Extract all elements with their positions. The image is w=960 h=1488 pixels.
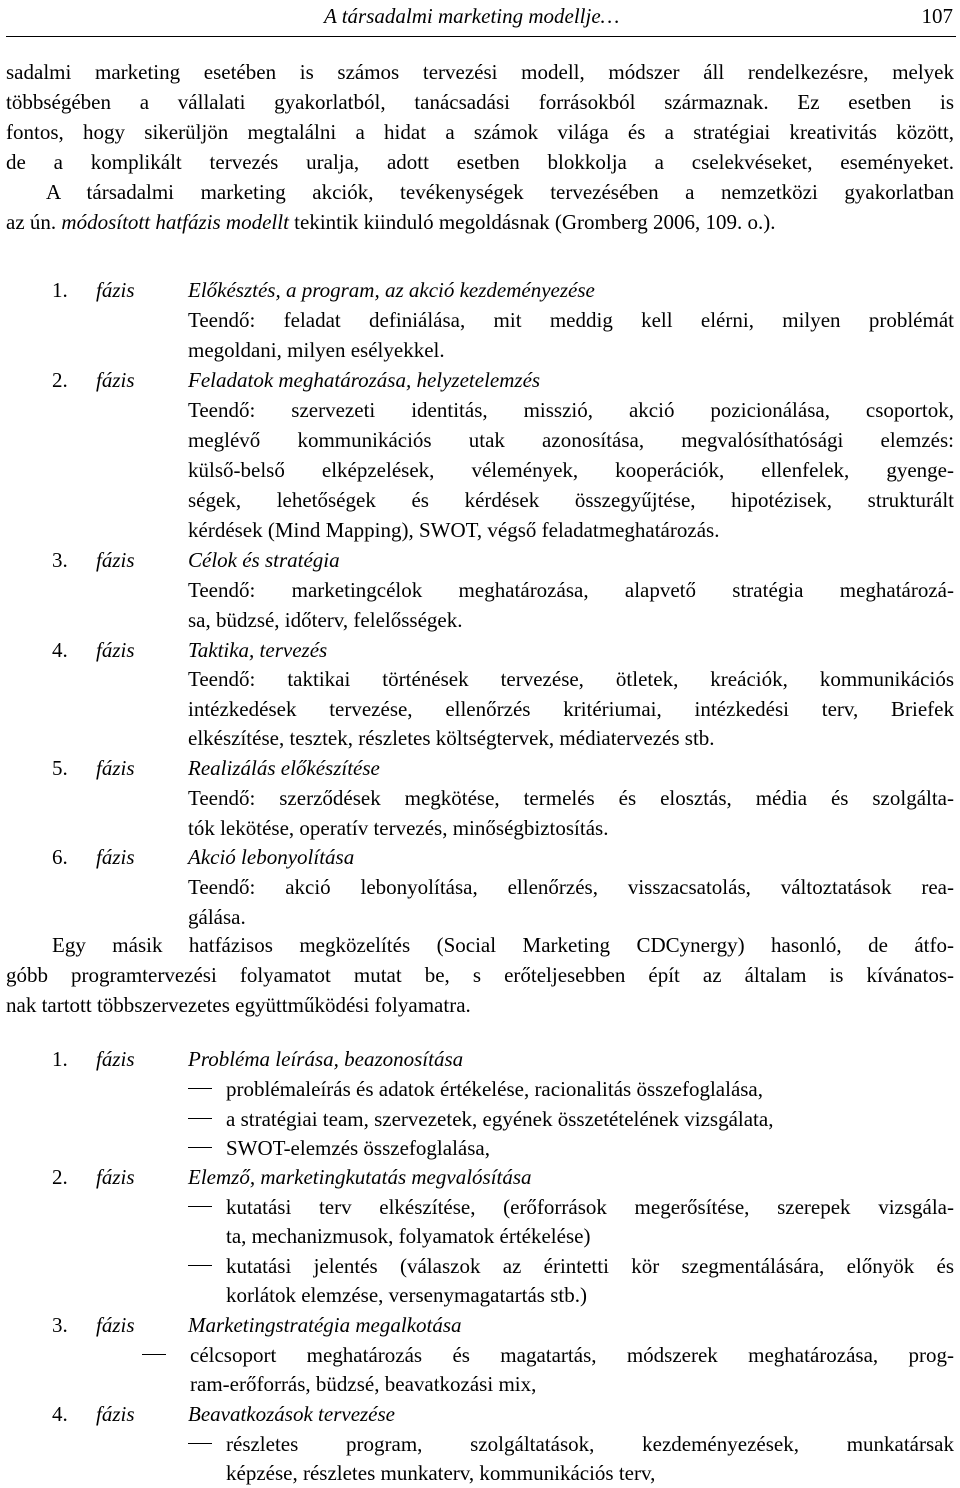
intro-line xyxy=(6,207,776,237)
phase-text: Teendő: feladat definiálása, mit meddig kell elérni, milyen problémát xyxy=(188,308,954,332)
dash-bullet xyxy=(188,1088,212,1089)
phase-text: sa, büdzsé, időterv, felelősségek. xyxy=(188,608,463,632)
dash-bullet xyxy=(188,1147,212,1148)
bullet-text: ram-erőforrás, büdzsé, beavatkozási mix, xyxy=(190,1372,537,1396)
phase-word: fázis xyxy=(96,756,135,780)
phase-text: kérdések (Mind Mapping), SWOT, végső feladatmeghatározás. xyxy=(188,518,720,542)
phase-number: 5. xyxy=(52,756,68,780)
phase-number: 2. xyxy=(52,368,68,392)
dash-bullet xyxy=(142,1354,166,1355)
bullet-text: ta, mechanizmusok, folyamatok értékelése) xyxy=(226,1224,591,1248)
phase-text: meglévő kommunikációs utak azonosítása, megvalósíthatósági elemzés: xyxy=(188,428,954,452)
phase-number: 6. xyxy=(52,845,68,869)
bullet-text: problémaleírás és adatok értékelése, racionalitás összefoglalása, xyxy=(226,1077,764,1101)
middle-line: góbb programtervezési folyamatot mutat be, s erőteljesebben épít az általam is kívánatos- xyxy=(6,963,954,987)
phase-title: Taktika, tervezés xyxy=(188,638,328,662)
phase-text: elkészítése, tesztek, részletes költségtervek, médiatervezés stb. xyxy=(188,726,715,750)
phase-number: 1. xyxy=(52,278,68,302)
intro-text: tekintik kiinduló megoldásnak (Gromberg 2006, 109. o.). xyxy=(288,210,776,234)
bullet-text: képzése, részletes munkaterv, kommunikációs terv, xyxy=(226,1461,656,1485)
middle-line: nak tartott többszervezetes együttműködési folyamatra. xyxy=(6,993,471,1017)
phase-text: megoldani, milyen esélyekkel. xyxy=(188,338,445,362)
phase-word: fázis xyxy=(96,1047,135,1071)
bullet-text: kutatási jelentés (válaszok az érintetti kör szegmentálására, előnyök és xyxy=(226,1254,954,1278)
middle-line: Egy másik hatfázisos megközelítés (Social Marketing CDCynergy) hasonló, de átfo- xyxy=(52,933,954,957)
intro-text: az ún. xyxy=(6,210,62,234)
bullet-text: a stratégiai team, szervezetek, egyének összetételének vizsgálata, xyxy=(226,1107,774,1131)
bullet-text: célcsoport meghatározás és magatartás, módszerek meghatározása, prog- xyxy=(190,1343,954,1367)
intro-line: A társadalmi marketing akciók, tevékenységek tervezésében a nemzetközi gyakorlatban xyxy=(46,180,954,204)
bullet-text: korlátok elemzése, versenymagatartás stb.) xyxy=(226,1283,587,1307)
phase-title: Akció lebonyolítása xyxy=(188,845,355,869)
intro-line: de a komplikált tervezés uralja, adott esetben blokkolja a cselekvéseket, eseményeket. xyxy=(6,150,954,174)
phase-word: fázis xyxy=(96,548,135,572)
page-number: 107 xyxy=(921,4,953,28)
phase-text: Teendő: akció lebonyolítása, ellenőrzés, visszacsatolás, változtatások rea- xyxy=(188,875,954,899)
intro-line: többségében a vállalati gyakorlatból, tanácsadási forrásokból származnak. Ez esetben is xyxy=(6,90,954,114)
phase-number: 3. xyxy=(52,548,68,572)
phase-title: Beavatkozások tervezése xyxy=(188,1402,395,1426)
phase-word: fázis xyxy=(96,638,135,662)
phase-number: 1. xyxy=(52,1047,68,1071)
page-header xyxy=(6,0,956,37)
phase-text: Teendő: taktikai történések tervezése, ötletek, kreációk, kommunikációs xyxy=(188,667,954,691)
running-title: A társadalmi marketing modellje… xyxy=(324,4,620,28)
phase-title: Elemző, marketingkutatás megvalósítása xyxy=(188,1165,532,1189)
phase-word: fázis xyxy=(96,1402,135,1426)
bullet-text: SWOT-elemzés összefoglalása, xyxy=(226,1136,490,1160)
phase-title: Marketingstratégia megalkotása xyxy=(188,1313,462,1337)
dash-bullet xyxy=(188,1443,212,1444)
phase-word: fázis xyxy=(96,1313,135,1337)
dash-bullet xyxy=(188,1206,212,1207)
phase-number: 2. xyxy=(52,1165,68,1189)
phase-title: Realizálás előkészítése xyxy=(188,756,380,780)
phase-text: Teendő: szervezeti identitás, misszió, akció pozicionálása, csoportok, xyxy=(188,398,954,422)
phase-word: fázis xyxy=(96,1165,135,1189)
phase-text: gálása. xyxy=(188,905,246,929)
phase-text: külső-belső elképzelések, vélemények, kooperációk, ellenfelek, gyenge- xyxy=(188,458,954,482)
phase-word: fázis xyxy=(96,845,135,869)
intro-line: fontos, hogy sikerüljön megtalálni a hidat a számok világa és a stratégiai kreativitás között, xyxy=(6,120,954,144)
dash-bullet xyxy=(188,1118,212,1119)
phase-number: 4. xyxy=(52,638,68,662)
phase-text: tók lekötése, operatív tervezés, minőségbiztosítás. xyxy=(188,816,609,840)
phase-text: ségek, lehetőségek és kérdések összegyűjtése, hipotézisek, strukturált xyxy=(188,488,954,512)
phase-number: 3. xyxy=(52,1313,68,1337)
phase-title: Előkésztés, a program, az akció kezdeményezése xyxy=(188,278,595,302)
intro-emphasis: módosított hatfázis modellt xyxy=(61,210,289,234)
intro-line: sadalmi marketing esetében is számos tervezési modell, módszer áll rendelkezésre, melyek xyxy=(6,60,954,84)
phase-title: Feladatok meghatározása, helyzetelemzés xyxy=(188,368,541,392)
phase-word: fázis xyxy=(96,368,135,392)
dash-bullet xyxy=(188,1265,212,1266)
phase-text: intézkedések tervezése, ellenőrzés kritériumai, intézkedési terv, Briefek xyxy=(188,697,954,721)
phase-text: Teendő: szerződések megkötése, termelés és elosztás, média és szolgálta- xyxy=(188,786,954,810)
phase-word: fázis xyxy=(96,278,135,302)
phase-number: 4. xyxy=(52,1402,68,1426)
phase-title: Célok és stratégia xyxy=(188,548,340,572)
phase-title: Probléma leírása, beazonosítása xyxy=(188,1047,464,1071)
bullet-text: részletes program, szolgáltatások, kezdeményezések, munkatársak xyxy=(226,1432,954,1456)
bullet-text: kutatási terv elkészítése, (erőforrások megerősítése, szerepek vizsgála- xyxy=(226,1195,954,1219)
phase-text: Teendő: marketingcélok meghatározása, alapvető stratégia meghatározá- xyxy=(188,578,954,602)
